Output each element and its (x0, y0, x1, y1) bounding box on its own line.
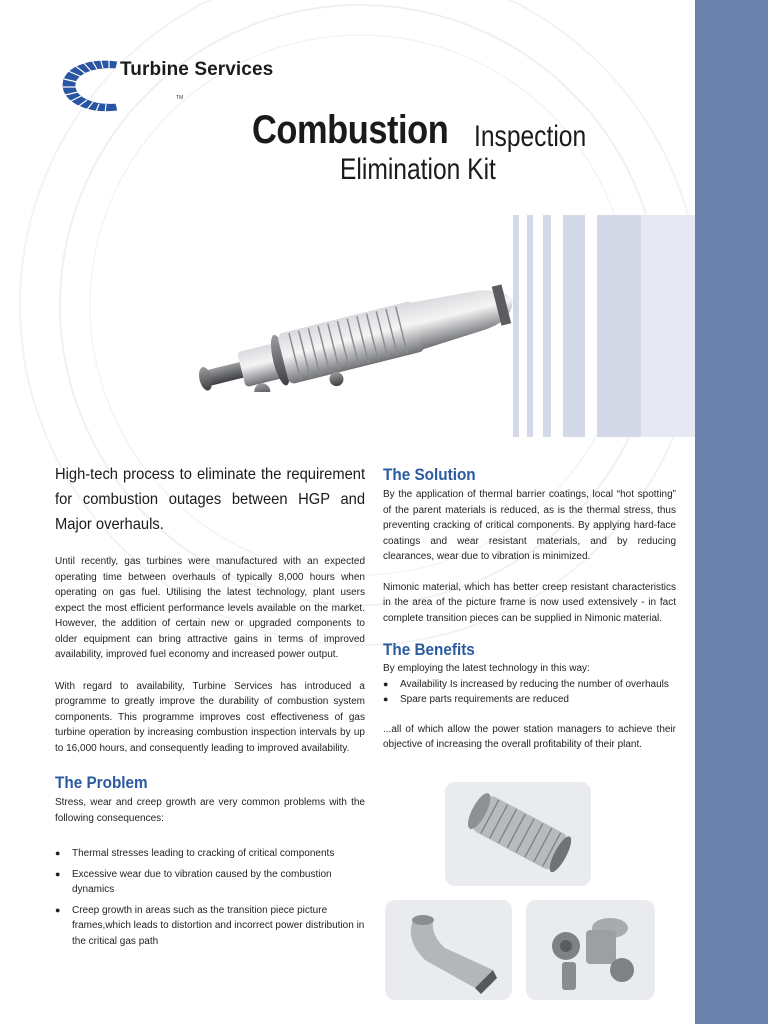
right-column (383, 465, 676, 753)
combustion-kit-image (183, 282, 523, 392)
fuel-nozzle-photo (526, 900, 655, 1000)
page-title (252, 108, 587, 153)
benefits-text: By employing the latest technology in this way: (383, 663, 590, 674)
benefits-bullets (383, 677, 676, 708)
list-item: ● Availability Is increased by reducing the number of overhauls (383, 677, 676, 693)
combustion-liner-image (445, 782, 591, 886)
problem-heading: The Problem (55, 773, 148, 792)
side-color-band (695, 0, 768, 1024)
fuel-nozzle-image (526, 900, 655, 1000)
solution-paragraph-1: By the application of thermal barrier coatings, local “hot spotting” of the parent materials is reduced, as is the thermal stress, thus preventing cracking of critical components. By applying hard-face coatings and wear resistant materials, and by reducing clearances, wear due to vibration is minimized. (383, 489, 676, 562)
list-item: ● Creep growth in areas such as the transition piece picture frames,which leads to distortion and incorrect power distribution in the critical gas path (55, 903, 365, 950)
title-light: Inspection (474, 120, 587, 153)
solution-paragraph-2: Nimonic material, which has better creep resistant characteristics in the area of the picture frame is now used extensively - in fact complete transition pieces can be supplied in Nimonic material. (383, 581, 676, 624)
decorative-stripes (513, 215, 695, 437)
benefits-heading: The Benefits (383, 640, 475, 659)
paragraph-1: Until recently, gas turbines were manufactured with an expected operating time between overhauls of typically 8,000 hours when operating on gas fuel. Utilising the latest technology, plant users expect the most efficient performance levels available on the market. However, the addition of certain new or upgraded components to older equipment can bring attractive gains in terms of improved availability, improved fuel economy and increased power output. (55, 556, 365, 660)
title-bold: Combustion (252, 108, 449, 152)
problem-bullets (55, 846, 365, 949)
transition-piece-photo (385, 900, 512, 1000)
intro-statement: High-tech process to eliminate the requirement for combustion outages between HGP and Major overhauls. (55, 466, 366, 533)
logo-wordmark: Turbine Services (120, 59, 274, 80)
problem-text: Stress, wear and creep growth are very common problems with the following consequences: (55, 797, 365, 824)
benefits-closing: ...all of which allow the power station managers to achieve their objective of increasing the overall profitability of their plant. (383, 723, 676, 750)
title-subline: Elimination Kit (340, 153, 496, 186)
liner-photo (445, 782, 591, 886)
list-item: ● Excessive wear due to vibration caused by the combustion dynamics (55, 867, 365, 898)
transition-piece-image (385, 900, 512, 1000)
list-item: ● Spare parts requirements are reduced (383, 692, 676, 708)
paragraph-2: With regard to availability, Turbine Services has introduced a programme to greatly improve the durability of combustion system components. This programme improves cost effectiveness of gas turbine operation by increasing combustion inspection intervals by up to 16,000 hours, and consequently leading to improved availability. (55, 680, 365, 754)
list-item: ● Thermal stresses leading to cracking of critical components (55, 846, 365, 862)
trademark-mark: TM (176, 95, 184, 101)
left-column (55, 462, 365, 949)
solution-heading: The Solution (383, 465, 476, 484)
